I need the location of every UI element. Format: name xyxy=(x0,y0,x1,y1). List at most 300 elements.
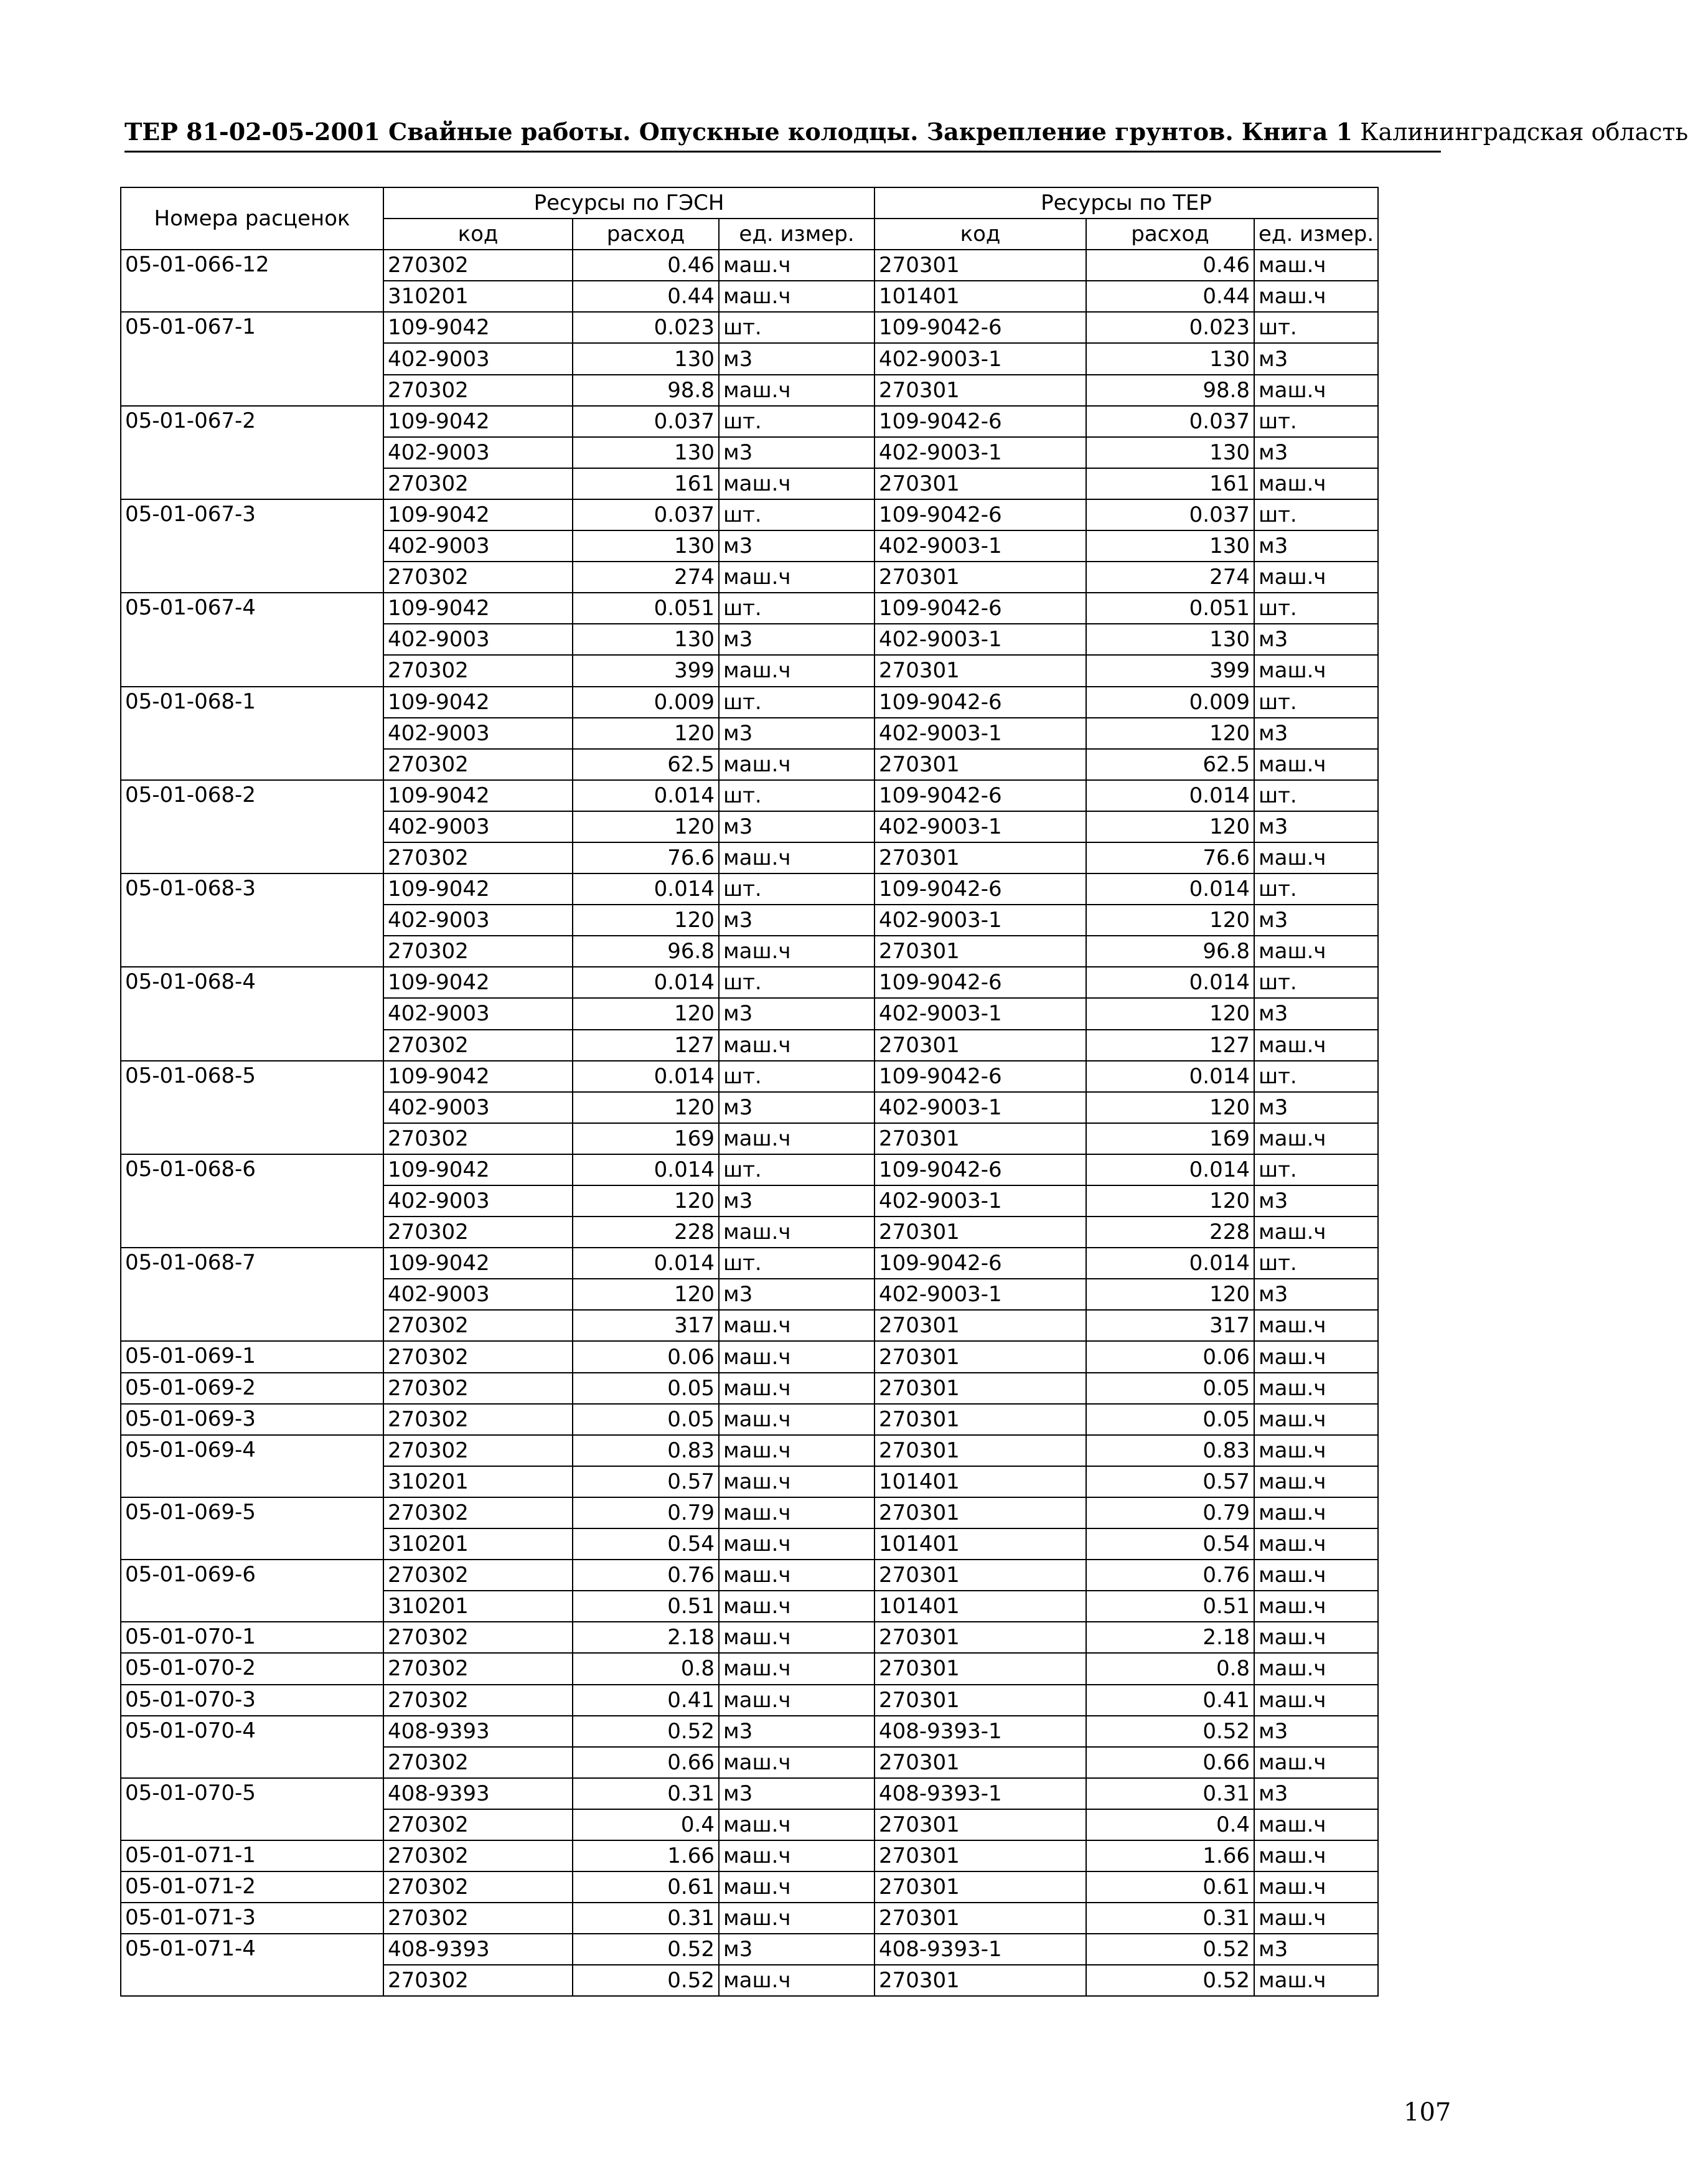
gesn-code-cell: 109-9042 xyxy=(383,967,573,998)
gesn-amount-cell: 0.014 xyxy=(573,780,719,811)
ter-unit-cell: м3 xyxy=(1254,1934,1378,1965)
ter-code-cell: 270301 xyxy=(874,1965,1086,1996)
ter-amount-cell: 0.037 xyxy=(1086,406,1254,437)
gesn-code-cell: 270302 xyxy=(383,1310,573,1341)
gesn-amount-cell: 0.014 xyxy=(573,873,719,905)
rate-number-cell: 05-01-070-2 xyxy=(121,1653,383,1684)
ter-code-cell: 402-9003-1 xyxy=(874,1279,1086,1310)
col-ter-unit: ед. измер. xyxy=(1254,219,1378,250)
ter-amount-cell: 0.014 xyxy=(1086,873,1254,905)
ter-amount-cell: 0.76 xyxy=(1086,1560,1254,1591)
gesn-code-cell: 109-9042 xyxy=(383,499,573,530)
rate-number-cell: 05-01-067-3 xyxy=(121,499,383,593)
col-gesn-unit: ед. измер. xyxy=(719,219,874,250)
ter-code-cell: 270301 xyxy=(874,1341,1086,1372)
ter-amount-cell: 0.52 xyxy=(1086,1934,1254,1965)
header-region: Калининградская область xyxy=(1353,118,1688,146)
ter-amount-cell: 0.51 xyxy=(1086,1591,1254,1622)
group-ter: Ресурсы по ТЕР xyxy=(874,187,1378,219)
ter-unit-cell: м3 xyxy=(1254,624,1378,655)
header-title: ТЕР 81-02-05-2001 Свайные работы. Опускные колодцы. Закрепление грунтов. Книга 1 xyxy=(124,118,1353,146)
ter-amount-cell: 0.46 xyxy=(1086,250,1254,281)
rate-number-cell: 05-01-069-5 xyxy=(121,1497,383,1560)
gesn-unit-cell: маш.ч xyxy=(719,1685,874,1716)
gesn-amount-cell: 0.79 xyxy=(573,1497,719,1528)
ter-unit-cell: маш.ч xyxy=(1254,375,1378,406)
gesn-code-cell: 270302 xyxy=(383,1217,573,1248)
gesn-amount-cell: 120 xyxy=(573,811,719,842)
gesn-amount-cell: 0.51 xyxy=(573,1591,719,1622)
table-row xyxy=(121,1653,1378,1684)
table-row xyxy=(121,1373,1378,1404)
rate-number-cell: 05-01-068-6 xyxy=(121,1154,383,1248)
gesn-amount-cell: 161 xyxy=(573,468,719,499)
rate-number-cell: 05-01-070-5 xyxy=(121,1778,383,1840)
gesn-code-cell: 402-9003 xyxy=(383,998,573,1029)
rate-number-cell: 05-01-069-3 xyxy=(121,1404,383,1435)
gesn-amount-cell: 1.66 xyxy=(573,1840,719,1871)
rate-number-cell: 05-01-070-3 xyxy=(121,1685,383,1716)
gesn-code-cell: 402-9003 xyxy=(383,1092,573,1123)
gesn-code-cell: 310201 xyxy=(383,1528,573,1560)
ter-code-cell: 109-9042-6 xyxy=(874,499,1086,530)
gesn-code-cell: 270302 xyxy=(383,1404,573,1435)
ter-unit-cell: маш.ч xyxy=(1254,749,1378,780)
gesn-code-cell: 310201 xyxy=(383,1466,573,1497)
ter-amount-cell: 0.014 xyxy=(1086,1248,1254,1279)
ter-code-cell: 270301 xyxy=(874,936,1086,967)
gesn-code-cell: 408-9393 xyxy=(383,1778,573,1809)
table-row xyxy=(121,873,1378,905)
gesn-amount-cell: 0.014 xyxy=(573,1248,719,1279)
gesn-unit-cell: маш.ч xyxy=(719,936,874,967)
table-row xyxy=(121,1716,1378,1747)
gesn-amount-cell: 120 xyxy=(573,718,719,749)
gesn-code-cell: 402-9003 xyxy=(383,718,573,749)
gesn-code-cell: 270302 xyxy=(383,1871,573,1903)
gesn-amount-cell: 0.61 xyxy=(573,1871,719,1903)
gesn-unit-cell: м3 xyxy=(719,905,874,936)
gesn-unit-cell: маш.ч xyxy=(719,1591,874,1622)
gesn-unit-cell: шт. xyxy=(719,873,874,905)
ter-code-cell: 270301 xyxy=(874,1622,1086,1653)
col-gesn-amount: расход xyxy=(573,219,719,250)
rate-number-cell: 05-01-068-1 xyxy=(121,687,383,780)
ter-code-cell: 270301 xyxy=(874,1840,1086,1871)
ter-amount-cell: 0.014 xyxy=(1086,1154,1254,1185)
ter-amount-cell: 0.61 xyxy=(1086,1871,1254,1903)
gesn-code-cell: 270302 xyxy=(383,936,573,967)
gesn-amount-cell: 0.014 xyxy=(573,967,719,998)
gesn-code-cell: 109-9042 xyxy=(383,1061,573,1092)
rate-number-cell: 05-01-071-2 xyxy=(121,1871,383,1903)
gesn-amount-cell: 120 xyxy=(573,998,719,1029)
gesn-code-cell: 270302 xyxy=(383,1030,573,1061)
ter-amount-cell: 130 xyxy=(1086,530,1254,562)
gesn-code-cell: 402-9003 xyxy=(383,530,573,562)
ter-unit-cell: маш.ч xyxy=(1254,1497,1378,1528)
ter-amount-cell: 0.023 xyxy=(1086,312,1254,343)
gesn-code-cell: 270302 xyxy=(383,1809,573,1840)
gesn-code-cell: 109-9042 xyxy=(383,873,573,905)
ter-code-cell: 109-9042-6 xyxy=(874,593,1086,624)
gesn-unit-cell: шт. xyxy=(719,1154,874,1185)
gesn-unit-cell: маш.ч xyxy=(719,1373,874,1404)
ter-unit-cell: маш.ч xyxy=(1254,1591,1378,1622)
gesn-unit-cell: маш.ч xyxy=(719,1497,874,1528)
gesn-amount-cell: 0.009 xyxy=(573,687,719,718)
gesn-unit-cell: маш.ч xyxy=(719,1341,874,1372)
ter-amount-cell: 274 xyxy=(1086,562,1254,593)
gesn-amount-cell: 0.014 xyxy=(573,1154,719,1185)
ter-amount-cell: 0.4 xyxy=(1086,1809,1254,1840)
gesn-unit-cell: шт. xyxy=(719,967,874,998)
ter-code-cell: 101401 xyxy=(874,1466,1086,1497)
gesn-amount-cell: 120 xyxy=(573,1092,719,1123)
gesn-unit-cell: маш.ч xyxy=(719,562,874,593)
gesn-code-cell: 402-9003 xyxy=(383,811,573,842)
ter-amount-cell: 0.009 xyxy=(1086,687,1254,718)
gesn-unit-cell: м3 xyxy=(719,437,874,468)
ter-code-cell: 109-9042-6 xyxy=(874,873,1086,905)
gesn-code-cell: 109-9042 xyxy=(383,593,573,624)
ter-code-cell: 109-9042-6 xyxy=(874,780,1086,811)
ter-code-cell: 402-9003-1 xyxy=(874,437,1086,468)
ter-code-cell: 109-9042-6 xyxy=(874,1154,1086,1185)
gesn-code-cell: 402-9003 xyxy=(383,624,573,655)
gesn-unit-cell: м3 xyxy=(719,811,874,842)
gesn-amount-cell: 0.66 xyxy=(573,1747,719,1778)
ter-code-cell: 109-9042-6 xyxy=(874,1061,1086,1092)
gesn-code-cell: 270302 xyxy=(383,1965,573,1996)
ter-amount-cell: 0.79 xyxy=(1086,1497,1254,1528)
table-header xyxy=(121,187,1378,250)
gesn-unit-cell: маш.ч xyxy=(719,1435,874,1466)
ter-unit-cell: маш.ч xyxy=(1254,1871,1378,1903)
ter-unit-cell: м3 xyxy=(1254,437,1378,468)
gesn-unit-cell: шт. xyxy=(719,780,874,811)
gesn-amount-cell: 130 xyxy=(573,437,719,468)
ter-amount-cell: 0.051 xyxy=(1086,593,1254,624)
table-row xyxy=(121,1622,1378,1653)
gesn-unit-cell: маш.ч xyxy=(719,375,874,406)
table-row xyxy=(121,499,1378,530)
resources-table xyxy=(120,187,1379,1997)
gesn-amount-cell: 130 xyxy=(573,530,719,562)
gesn-code-cell: 270302 xyxy=(383,1560,573,1591)
ter-unit-cell: маш.ч xyxy=(1254,1965,1378,1996)
ter-amount-cell: 228 xyxy=(1086,1217,1254,1248)
table-row xyxy=(121,1685,1378,1716)
gesn-unit-cell: маш.ч xyxy=(719,1622,874,1653)
ter-code-cell: 402-9003-1 xyxy=(874,624,1086,655)
gesn-amount-cell: 0.037 xyxy=(573,406,719,437)
rate-number-cell: 05-01-068-3 xyxy=(121,873,383,967)
rate-number-cell: 05-01-070-4 xyxy=(121,1716,383,1778)
gesn-unit-cell: м3 xyxy=(719,1934,874,1965)
gesn-unit-cell: шт. xyxy=(719,312,874,343)
ter-unit-cell: шт. xyxy=(1254,312,1378,343)
gesn-code-cell: 109-9042 xyxy=(383,1154,573,1185)
ter-amount-cell: 0.014 xyxy=(1086,780,1254,811)
ter-unit-cell: м3 xyxy=(1254,343,1378,374)
gesn-code-cell: 270302 xyxy=(383,1840,573,1871)
ter-code-cell: 270301 xyxy=(874,842,1086,873)
gesn-code-cell: 270302 xyxy=(383,1123,573,1154)
ter-code-cell: 109-9042-6 xyxy=(874,1248,1086,1279)
ter-code-cell: 270301 xyxy=(874,1809,1086,1840)
ter-amount-cell: 0.31 xyxy=(1086,1778,1254,1809)
rate-number-cell: 05-01-071-1 xyxy=(121,1840,383,1871)
gesn-code-cell: 270302 xyxy=(383,375,573,406)
ter-code-cell: 402-9003-1 xyxy=(874,530,1086,562)
page-number: 107 xyxy=(1404,2098,1451,2127)
table-row xyxy=(121,1778,1378,1809)
gesn-unit-cell: маш.ч xyxy=(719,1310,874,1341)
gesn-amount-cell: 0.57 xyxy=(573,1466,719,1497)
gesn-amount-cell: 0.06 xyxy=(573,1341,719,1372)
page-header xyxy=(124,113,1688,153)
ter-code-cell: 109-9042-6 xyxy=(874,406,1086,437)
table-row xyxy=(121,1404,1378,1435)
ter-amount-cell: 96.8 xyxy=(1086,936,1254,967)
ter-code-cell: 402-9003-1 xyxy=(874,998,1086,1029)
ter-code-cell: 408-9393-1 xyxy=(874,1716,1086,1747)
ter-unit-cell: м3 xyxy=(1254,530,1378,562)
ter-unit-cell: м3 xyxy=(1254,1185,1378,1217)
gesn-code-cell: 402-9003 xyxy=(383,1279,573,1310)
ter-code-cell: 101401 xyxy=(874,281,1086,312)
table-row xyxy=(121,1154,1378,1185)
gesn-unit-cell: маш.ч xyxy=(719,749,874,780)
gesn-unit-cell: маш.ч xyxy=(719,1217,874,1248)
table-row xyxy=(121,1341,1378,1372)
ter-code-cell: 402-9003-1 xyxy=(874,811,1086,842)
ter-unit-cell: маш.ч xyxy=(1254,1373,1378,1404)
ter-amount-cell: 0.06 xyxy=(1086,1341,1254,1372)
gesn-unit-cell: маш.ч xyxy=(719,842,874,873)
gesn-code-cell: 270302 xyxy=(383,1497,573,1528)
gesn-unit-cell: м3 xyxy=(719,1092,874,1123)
ter-unit-cell: маш.ч xyxy=(1254,281,1378,312)
ter-amount-cell: 127 xyxy=(1086,1030,1254,1061)
ter-amount-cell: 0.54 xyxy=(1086,1528,1254,1560)
ter-unit-cell: м3 xyxy=(1254,1778,1378,1809)
ter-amount-cell: 120 xyxy=(1086,1185,1254,1217)
table-row xyxy=(121,406,1378,437)
gesn-code-cell: 402-9003 xyxy=(383,905,573,936)
gesn-code-cell: 270302 xyxy=(383,468,573,499)
gesn-amount-cell: 0.023 xyxy=(573,312,719,343)
rate-number-cell: 05-01-067-4 xyxy=(121,593,383,686)
ter-unit-cell: шт. xyxy=(1254,687,1378,718)
ter-amount-cell: 0.57 xyxy=(1086,1466,1254,1497)
gesn-amount-cell: 2.18 xyxy=(573,1622,719,1653)
rate-number-cell: 05-01-071-3 xyxy=(121,1903,383,1934)
ter-amount-cell: 2.18 xyxy=(1086,1622,1254,1653)
ter-amount-cell: 0.52 xyxy=(1086,1716,1254,1747)
ter-unit-cell: маш.ч xyxy=(1254,1466,1378,1497)
gesn-unit-cell: м3 xyxy=(719,1778,874,1809)
ter-unit-cell: м3 xyxy=(1254,1279,1378,1310)
ter-code-cell: 270301 xyxy=(874,1497,1086,1528)
ter-code-cell: 270301 xyxy=(874,1123,1086,1154)
gesn-code-cell: 109-9042 xyxy=(383,780,573,811)
gesn-unit-cell: шт. xyxy=(719,593,874,624)
gesn-amount-cell: 228 xyxy=(573,1217,719,1248)
ter-unit-cell: маш.ч xyxy=(1254,936,1378,967)
ter-code-cell: 402-9003-1 xyxy=(874,718,1086,749)
ter-code-cell: 270301 xyxy=(874,250,1086,281)
gesn-unit-cell: м3 xyxy=(719,718,874,749)
rate-number-cell: 05-01-069-6 xyxy=(121,1560,383,1622)
ter-code-cell: 270301 xyxy=(874,1747,1086,1778)
ter-amount-cell: 169 xyxy=(1086,1123,1254,1154)
ter-unit-cell: маш.ч xyxy=(1254,562,1378,593)
gesn-code-cell: 270302 xyxy=(383,749,573,780)
ter-code-cell: 109-9042-6 xyxy=(874,687,1086,718)
gesn-amount-cell: 0.014 xyxy=(573,1061,719,1092)
rate-number-cell: 05-01-068-5 xyxy=(121,1061,383,1154)
gesn-unit-cell: маш.ч xyxy=(719,1747,874,1778)
gesn-code-cell: 270302 xyxy=(383,1903,573,1934)
table-row xyxy=(121,593,1378,624)
gesn-code-cell: 270302 xyxy=(383,562,573,593)
gesn-amount-cell: 0.051 xyxy=(573,593,719,624)
gesn-amount-cell: 130 xyxy=(573,624,719,655)
ter-unit-cell: маш.ч xyxy=(1254,1404,1378,1435)
ter-amount-cell: 120 xyxy=(1086,718,1254,749)
gesn-amount-cell: 0.54 xyxy=(573,1528,719,1560)
ter-unit-cell: шт. xyxy=(1254,780,1378,811)
gesn-code-cell: 310201 xyxy=(383,1591,573,1622)
gesn-code-cell: 109-9042 xyxy=(383,1248,573,1279)
gesn-amount-cell: 96.8 xyxy=(573,936,719,967)
ter-amount-cell: 130 xyxy=(1086,343,1254,374)
gesn-unit-cell: маш.ч xyxy=(719,468,874,499)
ter-amount-cell: 120 xyxy=(1086,998,1254,1029)
ter-code-cell: 270301 xyxy=(874,1217,1086,1248)
gesn-code-cell: 270302 xyxy=(383,842,573,873)
ter-unit-cell: шт. xyxy=(1254,967,1378,998)
gesn-unit-cell: маш.ч xyxy=(719,1903,874,1934)
gesn-amount-cell: 0.46 xyxy=(573,250,719,281)
ter-unit-cell: маш.ч xyxy=(1254,1903,1378,1934)
gesn-amount-cell: 399 xyxy=(573,655,719,686)
gesn-amount-cell: 62.5 xyxy=(573,749,719,780)
table-row xyxy=(121,1435,1378,1466)
rate-number-cell: 05-01-067-1 xyxy=(121,312,383,405)
rate-number-cell: 05-01-066-12 xyxy=(121,250,383,312)
ter-amount-cell: 120 xyxy=(1086,1279,1254,1310)
ter-code-cell: 270301 xyxy=(874,655,1086,686)
gesn-amount-cell: 0.8 xyxy=(573,1653,719,1684)
ter-amount-cell: 317 xyxy=(1086,1310,1254,1341)
ter-unit-cell: шт. xyxy=(1254,1248,1378,1279)
gesn-code-cell: 402-9003 xyxy=(383,437,573,468)
gesn-amount-cell: 127 xyxy=(573,1030,719,1061)
ter-code-cell: 109-9042-6 xyxy=(874,312,1086,343)
ter-code-cell: 270301 xyxy=(874,1685,1086,1716)
gesn-amount-cell: 0.41 xyxy=(573,1685,719,1716)
gesn-amount-cell: 130 xyxy=(573,343,719,374)
ter-unit-cell: шт. xyxy=(1254,593,1378,624)
rate-number-cell: 05-01-069-4 xyxy=(121,1435,383,1497)
ter-amount-cell: 0.83 xyxy=(1086,1435,1254,1466)
gesn-unit-cell: маш.ч xyxy=(719,1404,874,1435)
ter-amount-cell: 130 xyxy=(1086,624,1254,655)
ter-amount-cell: 0.44 xyxy=(1086,281,1254,312)
gesn-amount-cell: 76.6 xyxy=(573,842,719,873)
ter-amount-cell: 399 xyxy=(1086,655,1254,686)
rate-number-cell: 05-01-068-7 xyxy=(121,1248,383,1341)
col-rate-numbers: Номера расценок xyxy=(121,187,383,250)
ter-code-cell: 109-9042-6 xyxy=(874,967,1086,998)
gesn-amount-cell: 0.4 xyxy=(573,1809,719,1840)
table-row xyxy=(121,1934,1378,1965)
ter-code-cell: 270301 xyxy=(874,1373,1086,1404)
gesn-code-cell: 109-9042 xyxy=(383,312,573,343)
table-row xyxy=(121,1840,1378,1871)
gesn-amount-cell: 0.52 xyxy=(573,1965,719,1996)
gesn-unit-cell: шт. xyxy=(719,1248,874,1279)
ter-amount-cell: 0.52 xyxy=(1086,1965,1254,1996)
ter-code-cell: 402-9003-1 xyxy=(874,343,1086,374)
gesn-code-cell: 270302 xyxy=(383,250,573,281)
ter-code-cell: 101401 xyxy=(874,1591,1086,1622)
gesn-unit-cell: шт. xyxy=(719,499,874,530)
gesn-unit-cell: маш.ч xyxy=(719,281,874,312)
ter-unit-cell: м3 xyxy=(1254,1716,1378,1747)
ter-unit-cell: шт. xyxy=(1254,1154,1378,1185)
gesn-code-cell: 270302 xyxy=(383,1747,573,1778)
group-gesn: Ресурсы по ГЭСН xyxy=(383,187,874,219)
ter-unit-cell: маш.ч xyxy=(1254,1123,1378,1154)
gesn-unit-cell: маш.ч xyxy=(719,655,874,686)
ter-amount-cell: 130 xyxy=(1086,437,1254,468)
gesn-amount-cell: 0.31 xyxy=(573,1903,719,1934)
table-row xyxy=(121,967,1378,998)
gesn-code-cell: 270302 xyxy=(383,1685,573,1716)
ter-code-cell: 402-9003-1 xyxy=(874,1092,1086,1123)
gesn-unit-cell: м3 xyxy=(719,530,874,562)
gesn-unit-cell: м3 xyxy=(719,624,874,655)
gesn-code-cell: 270302 xyxy=(383,1341,573,1372)
rate-number-cell: 05-01-070-1 xyxy=(121,1622,383,1653)
ter-unit-cell: маш.ч xyxy=(1254,468,1378,499)
ter-unit-cell: маш.ч xyxy=(1254,1310,1378,1341)
ter-amount-cell: 0.31 xyxy=(1086,1903,1254,1934)
gesn-amount-cell: 0.76 xyxy=(573,1560,719,1591)
table-row xyxy=(121,1903,1378,1934)
gesn-code-cell: 109-9042 xyxy=(383,406,573,437)
ter-code-cell: 101401 xyxy=(874,1528,1086,1560)
rate-number-cell: 05-01-069-2 xyxy=(121,1373,383,1404)
ter-unit-cell: м3 xyxy=(1254,718,1378,749)
table-body xyxy=(121,250,1378,1996)
gesn-unit-cell: маш.ч xyxy=(719,1030,874,1061)
ter-unit-cell: м3 xyxy=(1254,905,1378,936)
ter-unit-cell: шт. xyxy=(1254,499,1378,530)
gesn-unit-cell: шт. xyxy=(719,1061,874,1092)
ter-unit-cell: шт. xyxy=(1254,406,1378,437)
gesn-amount-cell: 0.52 xyxy=(573,1716,719,1747)
gesn-unit-cell: маш.ч xyxy=(719,1965,874,1996)
ter-unit-cell: маш.ч xyxy=(1254,1685,1378,1716)
ter-amount-cell: 62.5 xyxy=(1086,749,1254,780)
ter-code-cell: 270301 xyxy=(874,1435,1086,1466)
ter-code-cell: 270301 xyxy=(874,468,1086,499)
